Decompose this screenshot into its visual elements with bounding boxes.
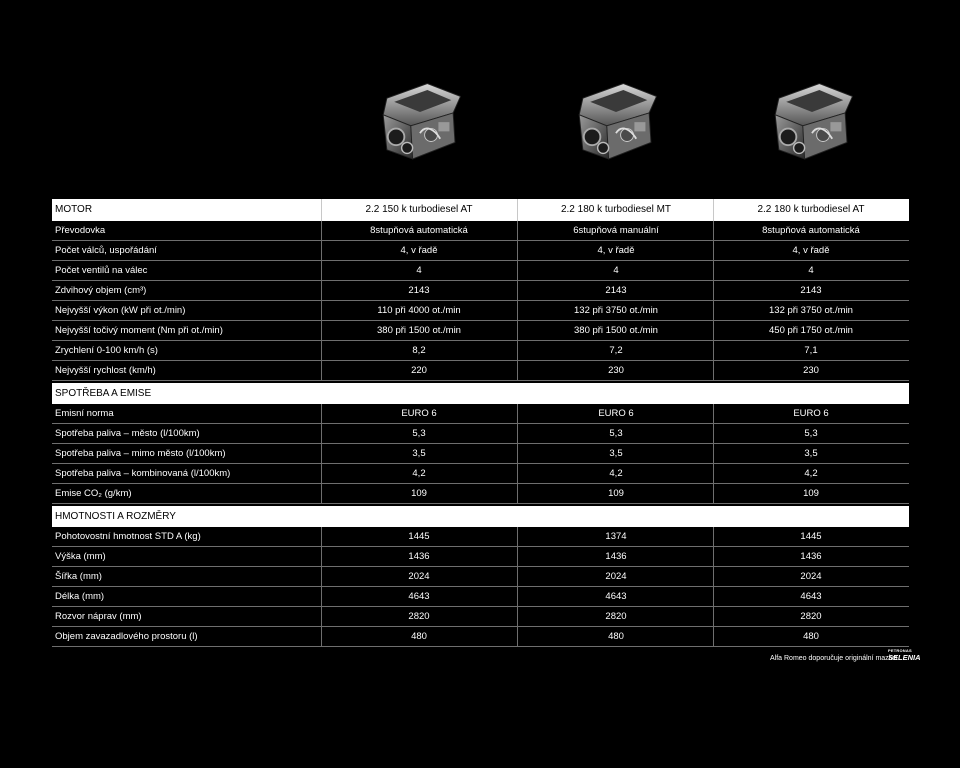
row-label: Počet ventilů na válec bbox=[55, 265, 148, 276]
engine-image bbox=[374, 78, 466, 170]
row-label: Spotřeba paliva – mimo město (l/100km) bbox=[55, 448, 226, 459]
engine-column-header: 2.2 180 k turbodiesel AT bbox=[757, 204, 865, 215]
row-value: 4,2 bbox=[609, 468, 623, 479]
row-value: 4643 bbox=[408, 591, 430, 602]
row-value: 109 bbox=[411, 488, 427, 499]
section-title: SPOTŘEBA A EMISE bbox=[55, 388, 152, 399]
header-label: MOTOR bbox=[55, 204, 93, 215]
footer-note: Alfa Romeo doporučuje originální maziva bbox=[770, 655, 898, 662]
section-title: HMOTNOSTI A ROZMĚRY bbox=[55, 511, 176, 522]
row-value: 3,5 bbox=[412, 448, 426, 459]
table-row bbox=[52, 484, 909, 504]
row-value: 480 bbox=[411, 631, 427, 642]
row-value: 230 bbox=[608, 365, 624, 376]
row-value: 1445 bbox=[800, 531, 822, 542]
engine-column-header: 2.2 150 k turbodiesel AT bbox=[365, 204, 473, 215]
table-row bbox=[52, 404, 909, 424]
row-label: Spotřeba paliva – kombinovaná (l/100km) bbox=[55, 468, 231, 479]
row-value: 4, v řadě bbox=[792, 245, 830, 256]
row-value: 132 při 3750 ot./min bbox=[769, 305, 853, 316]
row-value: 8stupňová automatická bbox=[370, 225, 468, 236]
row-label: Pohotovostní hmotnost STD A (kg) bbox=[55, 531, 201, 542]
row-label: Spotřeba paliva – město (l/100km) bbox=[55, 428, 200, 439]
table-row bbox=[52, 607, 909, 627]
row-label: Nejvyšší výkon (kW při ot./min) bbox=[55, 305, 186, 316]
row-label: Emisní norma bbox=[55, 408, 114, 419]
row-value: 2024 bbox=[408, 571, 430, 582]
table-row bbox=[52, 464, 909, 484]
section-header bbox=[52, 506, 909, 527]
engine-image bbox=[570, 78, 662, 170]
row-value: 2143 bbox=[605, 285, 627, 296]
row-label: Výška (mm) bbox=[55, 551, 106, 562]
table-row bbox=[52, 547, 909, 567]
row-value: 109 bbox=[608, 488, 624, 499]
table-row bbox=[52, 361, 909, 381]
row-value: 132 při 3750 ot./min bbox=[574, 305, 658, 316]
row-label: Rozvor náprav (mm) bbox=[55, 611, 142, 622]
table-row bbox=[52, 341, 909, 361]
row-value: 4,2 bbox=[412, 468, 426, 479]
table-row bbox=[52, 567, 909, 587]
row-value: 4,2 bbox=[804, 468, 818, 479]
row-value: 2143 bbox=[800, 285, 822, 296]
row-value: EURO 6 bbox=[401, 408, 437, 419]
row-value: EURO 6 bbox=[793, 408, 829, 419]
row-value: 480 bbox=[803, 631, 819, 642]
table-row bbox=[52, 444, 909, 464]
row-label: Nejvyšší točivý moment (Nm při ot./min) bbox=[55, 325, 223, 336]
logo-brand: PETRONAS bbox=[888, 648, 912, 653]
row-value: 2024 bbox=[800, 571, 822, 582]
table-row bbox=[52, 241, 909, 261]
table-row bbox=[52, 627, 909, 647]
row-value: 2143 bbox=[408, 285, 430, 296]
row-value: EURO 6 bbox=[598, 408, 634, 419]
row-value: 4643 bbox=[605, 591, 627, 602]
table-header bbox=[52, 199, 909, 221]
selenia-logo bbox=[888, 648, 921, 664]
logo-mark: SELENIA bbox=[888, 653, 921, 662]
table-row bbox=[52, 221, 909, 241]
row-label: Počet válců, uspořádání bbox=[55, 245, 157, 256]
row-value: 5,3 bbox=[609, 428, 623, 439]
engine-column-header: 2.2 180 k turbodiesel MT bbox=[560, 204, 672, 215]
row-label: Převodovka bbox=[55, 225, 106, 236]
row-value: 1436 bbox=[605, 551, 627, 562]
spec-table bbox=[52, 199, 909, 647]
table-row bbox=[52, 261, 909, 281]
row-value: 230 bbox=[803, 365, 819, 376]
row-label: Nejvyšší rychlost (km/h) bbox=[55, 365, 156, 376]
row-label: Zdvihový objem (cm³) bbox=[55, 285, 147, 296]
row-value: 5,3 bbox=[804, 428, 818, 439]
table-row bbox=[52, 321, 909, 341]
row-value: 220 bbox=[411, 365, 427, 376]
row-value: 8stupňová automatická bbox=[762, 225, 860, 236]
row-value: 380 při 1500 ot./min bbox=[574, 325, 658, 336]
row-value: 1436 bbox=[408, 551, 430, 562]
row-value: 4 bbox=[416, 265, 422, 276]
row-value: 7,2 bbox=[609, 345, 623, 356]
row-value: 380 při 1500 ot./min bbox=[377, 325, 461, 336]
row-value: 2820 bbox=[408, 611, 430, 622]
row-value: 5,3 bbox=[412, 428, 426, 439]
row-label: Emise CO₂ (g/km) bbox=[55, 488, 132, 499]
row-value: 2820 bbox=[800, 611, 822, 622]
row-value: 4643 bbox=[800, 591, 822, 602]
row-value: 110 při 4000 ot./min bbox=[377, 305, 461, 316]
row-label: Šířka (mm) bbox=[55, 571, 102, 582]
row-value: 1436 bbox=[800, 551, 822, 562]
row-value: 3,5 bbox=[804, 448, 818, 459]
row-value: 1374 bbox=[605, 531, 627, 542]
row-value: 4, v řadě bbox=[597, 245, 635, 256]
table-row bbox=[52, 587, 909, 607]
table-row bbox=[52, 527, 909, 547]
row-value: 7,1 bbox=[804, 345, 818, 356]
row-value: 1445 bbox=[408, 531, 430, 542]
table-row bbox=[52, 301, 909, 321]
section-header bbox=[52, 383, 909, 404]
row-label: Objem zavazadlového prostoru (l) bbox=[55, 631, 198, 642]
row-value: 6stupňová manuální bbox=[573, 225, 659, 236]
row-value: 3,5 bbox=[609, 448, 623, 459]
engine-image bbox=[766, 78, 858, 170]
row-label: Délka (mm) bbox=[55, 591, 105, 602]
table-row bbox=[52, 424, 909, 444]
row-value: 109 bbox=[803, 488, 819, 499]
row-value: 450 při 1750 ot./min bbox=[769, 325, 853, 336]
row-value: 4 bbox=[613, 265, 619, 276]
row-value: 4 bbox=[808, 265, 814, 276]
row-label: Zrychlení 0-100 km/h (s) bbox=[55, 345, 158, 356]
row-value: 4, v řadě bbox=[400, 245, 438, 256]
row-value: 8,2 bbox=[412, 345, 426, 356]
row-value: 480 bbox=[608, 631, 624, 642]
row-value: 2024 bbox=[605, 571, 627, 582]
table-row bbox=[52, 281, 909, 301]
row-value: 2820 bbox=[605, 611, 627, 622]
